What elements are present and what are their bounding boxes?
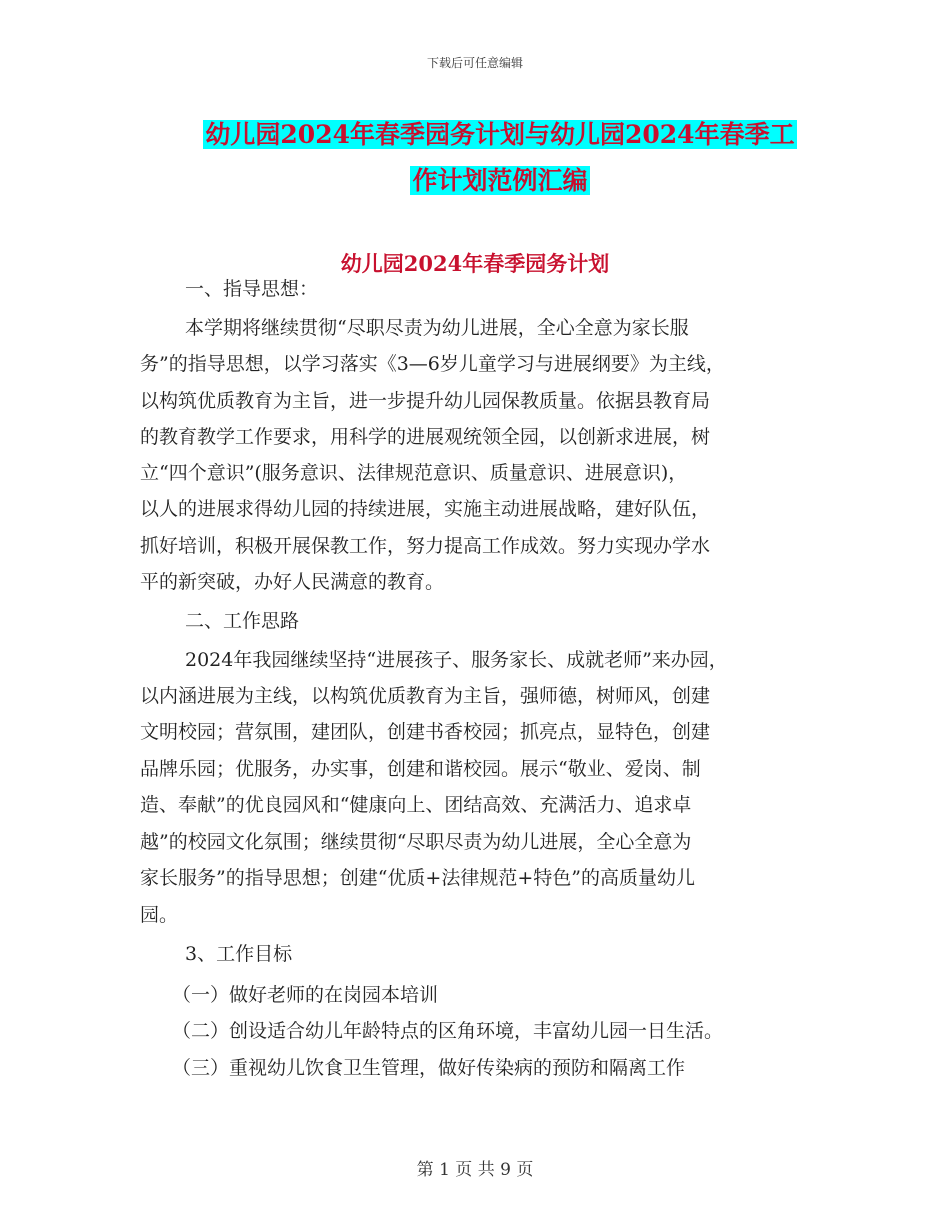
body-line: 立“四个意识”(服务意识、法律规范意识、质量意识、进展意识)， <box>140 462 688 484</box>
body-line: 家长服务”的指导思想；创建“优质+法律规范+特色”的高质量幼儿 <box>140 867 695 889</box>
document-title <box>150 112 850 204</box>
body-line: 文明校园；营氛围，建团队，创建书香校园；抓亮点，显特色，创建 <box>140 721 711 743</box>
goal-item: （一）做好老师的在岗园本培训 <box>172 984 439 1006</box>
body-line: 的教育教学工作要求，用科学的进展观统领全园，以创新求进展，树 <box>140 426 711 448</box>
body-line: 以构筑优质教育为主旨，进一步提升幼儿园保教质量。依据县教育局 <box>140 390 711 412</box>
body-line: 平的新突破，办好人民满意的教育。 <box>140 571 445 593</box>
section-title: 幼儿园2024年春季园务计划 <box>340 251 610 276</box>
body-line: 务”的指导思想，以学习落实《3—6岁儿童学习与进展纲要》为主线， <box>140 353 725 375</box>
header-note: 下载后可任意编辑 <box>426 56 523 70</box>
title-line-1 <box>150 112 850 158</box>
body-line: 越”的校园文化氛围；继续贯彻“尽职尽责为幼儿进展，全心全意为 <box>140 831 692 853</box>
page-number-footer: 第 1 页 共 9 页 <box>416 1160 534 1180</box>
goal-item: （二）创设适合幼儿年龄特点的区角环境，丰富幼儿园一日生活。 <box>172 1020 724 1042</box>
heading-work-approach: 二、工作思路 <box>185 610 300 632</box>
title-line-2-text: 作计划范例汇编 <box>412 166 588 195</box>
title-line-2 <box>150 158 850 204</box>
body-line: 品牌乐园；优服务，办实事，创建和谐校园。展示“敬业、爱岗、制 <box>140 758 701 780</box>
body-line: 造、奉献”的优良园风和“健康向上、团结高效、充满活力、追求卓 <box>140 794 692 816</box>
body-line: 以内涵进展为主线，以构筑优质教育为主旨，强师德，树师风，创建 <box>140 685 711 707</box>
body-line: 园。 <box>140 904 179 926</box>
heading-guiding-thought: 一、指导思想： <box>185 278 319 300</box>
body-line: 抓好培训，积极开展保教工作，努力提高工作成效。努力实现办学水 <box>140 535 711 557</box>
title-line-1-text: 幼儿园2024年春季园务计划与幼儿园2024年春季工 <box>205 120 795 149</box>
body-line: 2024年我园继续坚持“进展孩子、服务家长、成就老师”来办园， <box>185 649 728 671</box>
body-line: 本学期将继续贯彻“尽职尽责为幼儿进展，全心全意为家长服 <box>185 317 689 339</box>
heading-work-goals: 3、工作目标 <box>185 943 293 965</box>
body-line: 以人的进展求得幼儿园的持续进展，实施主动进展战略，建好队伍， <box>140 498 711 520</box>
goal-item: （三）重视幼儿饮食卫生管理，做好传染病的预防和隔离工作 <box>172 1057 686 1079</box>
